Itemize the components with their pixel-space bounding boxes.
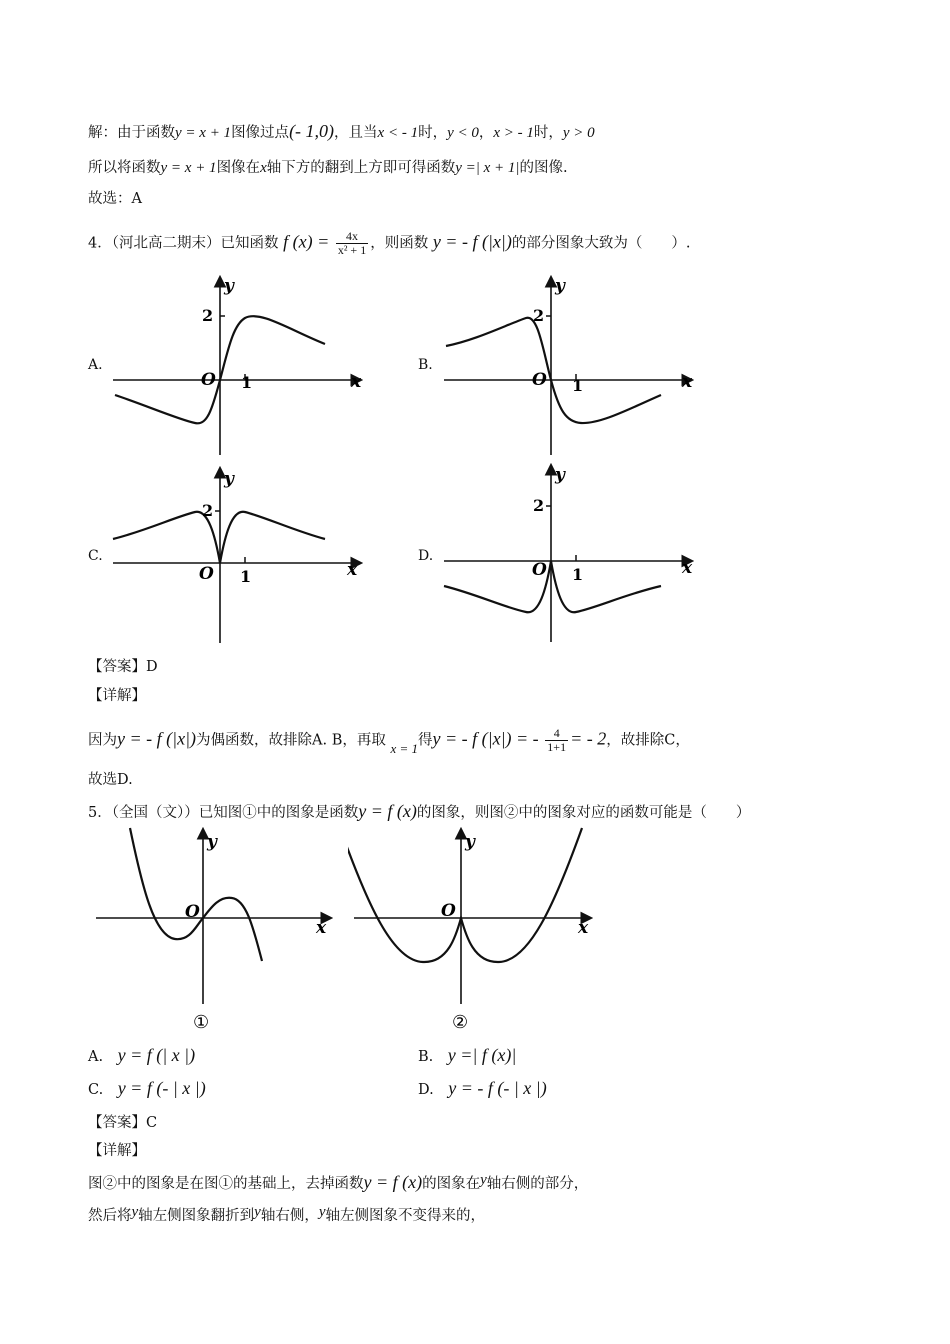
y-label: y — [224, 469, 234, 489]
two-label: 2 — [533, 306, 545, 325]
two-label: 2 — [533, 496, 545, 515]
q4-conclusion: 故选D. — [88, 772, 133, 788]
x-label: x — [682, 372, 693, 392]
x-label: x — [578, 918, 589, 938]
x-label: x — [351, 372, 362, 392]
figure-2-label: ② — [452, 1012, 469, 1033]
q4-option-a-label[interactable]: A. — [88, 357, 103, 373]
q5-option-a[interactable]: A. y = f (| x |) — [88, 1045, 196, 1065]
q4-answer: 【答案】D — [88, 659, 158, 675]
q5-option-b[interactable]: B. y =| f (x)| — [418, 1045, 517, 1065]
one-label: 1 — [572, 565, 584, 584]
y-label: y — [465, 832, 475, 852]
q4-graph-c[interactable] — [105, 465, 375, 645]
p3-solution-line2: 所以将函数y = x + 1图像在x轴下方的翻到上方即可得函数y =| x + 1|的图像. — [88, 160, 568, 176]
one-label: 1 — [241, 373, 253, 392]
q5-answer: 【答案】C — [88, 1115, 158, 1131]
q5-option-c[interactable]: C. y = f (- | x |) — [88, 1078, 206, 1098]
y-label: y — [555, 276, 565, 296]
p3-solution-line1: 解：由于函数y = x + 1图像过点(- 1,0)，且当x < - 1时，y < 0，x > - 1时，y > 0 — [88, 121, 595, 141]
x-label: x — [682, 558, 693, 578]
two-label: 2 — [202, 306, 214, 325]
q4-graph-b[interactable] — [436, 270, 706, 460]
q4-fraction: $\frac{4x}{\text{x² + 1}}$ — [337, 229, 367, 257]
q4-graph-d[interactable] — [436, 462, 706, 647]
curve — [444, 561, 661, 612]
q5-explanation-line1: 图②中的图象是在图①的基础上，去掉函数y = f (x)的图象在y轴右侧的部分， — [88, 1172, 589, 1192]
curve — [130, 828, 262, 961]
q4-graph-a[interactable] — [105, 270, 375, 460]
figure-1-label: ① — [193, 1012, 210, 1033]
q5-detail-heading: 【详解】 — [88, 1143, 146, 1159]
q5-stem: 5．（全国（文））已知图①中的图象是函数y = f (x)的图象，则图②中的图象对应的函数可能是（ ） — [88, 801, 751, 821]
curve — [113, 512, 325, 563]
origin-label: O — [532, 560, 547, 580]
one-label: 1 — [572, 376, 584, 395]
q5-explanation-line2: 然后将y轴左侧图象翻折到y轴右侧，y轴左侧图象不变得来的， — [88, 1204, 486, 1224]
y-label: y — [207, 832, 217, 852]
q4-stem: 4．（河北高二期末）已知函数 f (x) = $\frac{4x}{\text{x² + 1}}$ ，则函数 y = - f (|x|)的部分图象大致为（ ）. — [88, 229, 691, 257]
q4-option-c-label[interactable]: C. — [88, 548, 103, 564]
q5-figure-1 — [92, 826, 342, 1036]
q4-explanation: 因为y = - f (|x|)为偶函数，故排除A. B，再取 x = 1得y = - f (|x|) = - $\frac{4}{1+1}$ = - 2，故排除C， — [88, 726, 690, 756]
q5-figure-2 — [348, 826, 598, 1036]
origin-label: O — [201, 370, 216, 390]
origin-label: O — [185, 902, 200, 922]
origin-label: O — [199, 564, 214, 584]
curve — [446, 318, 661, 423]
p3-answer: 故选：A — [88, 191, 142, 207]
one-label: 1 — [240, 567, 252, 586]
y-label: y — [555, 465, 565, 485]
origin-label: O — [532, 370, 547, 390]
q4-option-d-label[interactable]: D. — [418, 548, 434, 564]
x-label: x — [347, 560, 358, 580]
q4-detail-heading: 【详解】 — [88, 688, 146, 704]
y-label: y — [224, 276, 234, 296]
origin-label: O — [441, 901, 456, 921]
q4-exp-fraction: $\frac{4}{1+1}$ — [547, 726, 567, 754]
two-label: 2 — [202, 501, 214, 520]
q5-option-d[interactable]: D. y = - f (- | x |) — [418, 1078, 547, 1098]
q4-option-b-label[interactable]: B. — [418, 357, 433, 373]
x-label: x — [316, 918, 327, 938]
